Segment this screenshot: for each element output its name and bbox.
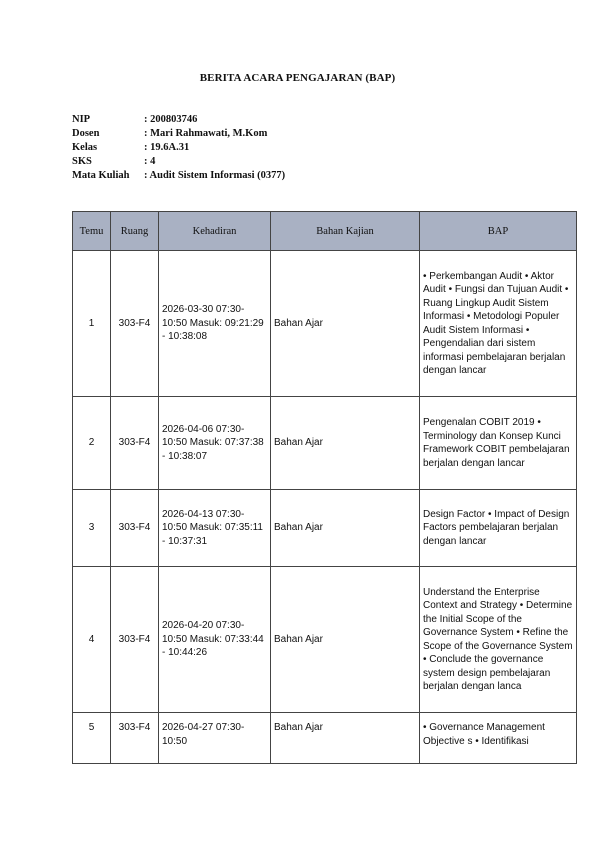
info-value: : Audit Sistem Informasi (0377) xyxy=(144,170,286,181)
cell-bap: Pengenalan COBIT 2019 • Terminology dan Konsep Kunci Framework COBIT pembelajaran berjalan dengan lancar xyxy=(420,397,577,490)
cell-bahan-kajian: Bahan Ajar xyxy=(271,567,420,713)
info-value: : 200803746 xyxy=(144,114,198,125)
info-label: Kelas xyxy=(72,142,98,153)
info-row-sks xyxy=(72,155,285,169)
table-row xyxy=(73,490,577,567)
info-row-kelas xyxy=(72,141,285,155)
cell-ruang: 303-F4 xyxy=(111,567,159,713)
cell-kehadiran: 2026-04-13 07:30-10:50 Masuk: 07:35:11 - 10:37:31 xyxy=(159,490,271,567)
table-row xyxy=(73,713,577,764)
cell-ruang: 303-F4 xyxy=(111,251,159,397)
course-info xyxy=(72,113,285,183)
cell-kehadiran: 2026-04-06 07:30-10:50 Masuk: 07:37:38 - 10:38:07 xyxy=(159,397,271,490)
header-temu: Temu xyxy=(73,212,111,251)
cell-ruang: 303-F4 xyxy=(111,713,159,764)
cell-bap: • Perkembangan Audit • Aktor Audit • Fungsi dan Tujuan Audit • Ruang Lingkup Audit Sistem Informasi • Metodologi Populer Audit Sistem Informasi • Pengendalian dari sistem informasi pembelajaran berjalan dengan lancar xyxy=(420,251,577,397)
cell-ruang: 303-F4 xyxy=(111,397,159,490)
cell-bap: Design Factor • Impact of Design Factors pembelajaran berjalan dengan lancar xyxy=(420,490,577,567)
info-value: : Mari Rahmawati, M.Kom xyxy=(144,128,268,139)
table-header-row xyxy=(73,212,577,251)
cell-bap: • Governance Management Objective s • Identifikasi xyxy=(420,713,577,764)
info-label: Dosen xyxy=(72,128,100,139)
cell-kehadiran: 2026-03-30 07:30-10:50 Masuk: 09:21:29 - 10:38:08 xyxy=(159,251,271,397)
bap-table xyxy=(72,211,577,764)
table-row xyxy=(73,251,577,397)
cell-bahan-kajian: Bahan Ajar xyxy=(271,397,420,490)
cell-temu: 4 xyxy=(73,567,111,713)
cell-kehadiran: 2026-04-27 07:30-10:50 xyxy=(159,713,271,764)
header-bahan-kajian: Bahan Kajian xyxy=(271,212,420,251)
cell-kehadiran: 2026-04-20 07:30-10:50 Masuk: 07:33:44 - 10:44:26 xyxy=(159,567,271,713)
info-value: : 19.6A.31 xyxy=(144,142,190,153)
cell-bap: Understand the Enterprise Context and Strategy • Determine the Initial Scope of the Governance System • Refine the Scope of the Governance System • Conclude the governance system design pembelajaran berjalan dengan lanca xyxy=(420,567,577,713)
info-row-mata-kuliah xyxy=(72,169,285,183)
info-label: NIP xyxy=(72,114,91,125)
info-label: Mata Kuliah xyxy=(72,170,130,181)
cell-temu: 3 xyxy=(73,490,111,567)
cell-bahan-kajian: Bahan Ajar xyxy=(271,251,420,397)
cell-bahan-kajian: Bahan Ajar xyxy=(271,490,420,567)
info-value: : 4 xyxy=(144,156,156,167)
table-row xyxy=(73,397,577,490)
info-row-nip xyxy=(72,113,285,127)
header-ruang: Ruang xyxy=(111,212,159,251)
header-kehadiran: Kehadiran xyxy=(159,212,271,251)
cell-ruang: 303-F4 xyxy=(111,490,159,567)
header-bap: BAP xyxy=(420,212,577,251)
cell-temu: 5 xyxy=(73,713,111,764)
cell-temu: 2 xyxy=(73,397,111,490)
document-title: BERITA ACARA PENGAJARAN (BAP) xyxy=(199,72,396,84)
cell-bahan-kajian: Bahan Ajar xyxy=(271,713,420,764)
info-label: SKS xyxy=(72,156,92,167)
cell-temu: 1 xyxy=(73,251,111,397)
table-row xyxy=(73,567,577,713)
info-row-dosen xyxy=(72,127,285,141)
